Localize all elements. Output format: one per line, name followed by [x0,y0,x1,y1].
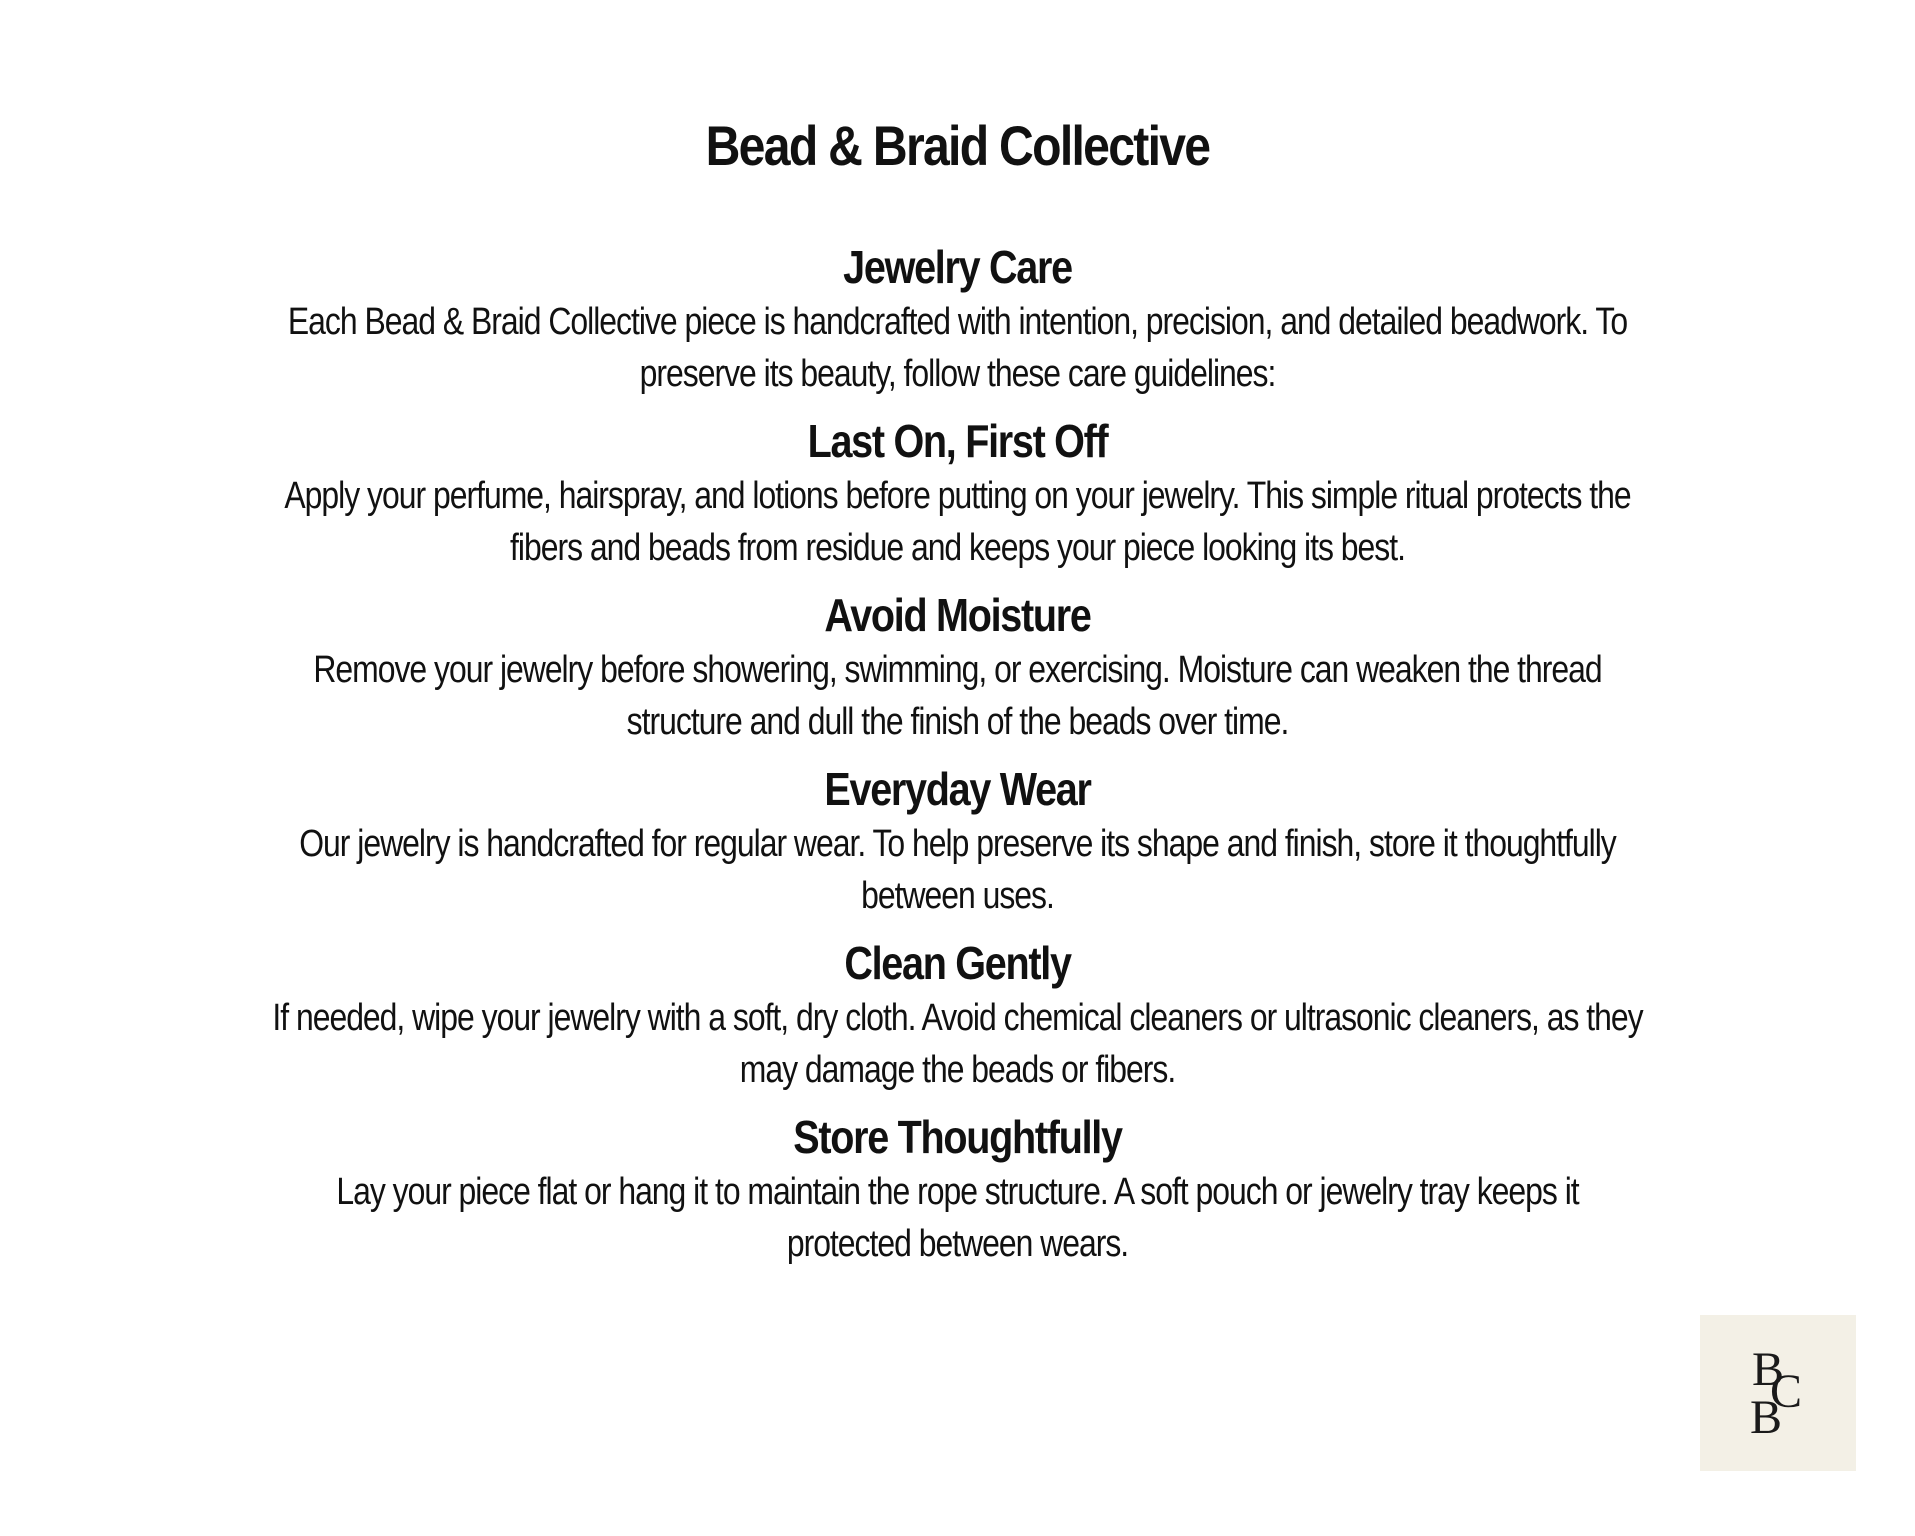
logo-letter-middle: C [1770,1365,1803,1418]
section-body: Remove your jewelry before showering, swimming, or exercising. Moisture can weaken the thread structure and dull the finish of the beads over time. [313,649,1602,743]
logo-letter-top: B [1752,1343,1785,1396]
section-heading: Everyday Wear [824,763,1091,815]
care-content [140,238,1775,1282]
section-heading: Store Thoughtfully [793,1111,1122,1163]
logo-badge [1700,1315,1856,1471]
section-heading: Last On, First Off [807,415,1108,467]
section-body: If needed, wipe your jewelry with a soft, dry cloth. Avoid chemical cleaners or ultrasonic cleaners, as they may damage the beads or fibers. [272,997,1643,1091]
section-store-thoughtfully [140,1108,1775,1270]
section-last-on-first-off [140,412,1775,574]
section-body: Lay your piece flat or hang it to maintain the rope structure. A soft pouch or jewelry tray keeps it protected between wears. [336,1171,1579,1265]
section-body: Apply your perfume, hairspray, and lotions before putting on your jewelry. This simple ritual protects the fibers and beads from residue and keeps your piece looking its best. [284,475,1631,569]
section-body: Our jewelry is handcrafted for regular wear. To help preserve its shape and finish, store it thoughtfully between uses. [299,823,1616,917]
section-everyday-wear [140,760,1775,922]
section-body: Each Bead & Braid Collective piece is handcrafted with intention, precision, and detailed beadwork. To preserve its beauty, follow these care guidelines: [287,301,1628,395]
section-clean-gently [140,934,1775,1096]
section-avoid-moisture [140,586,1775,748]
brand-title: Bead & Braid Collective [705,114,1210,177]
section-heading: Jewelry Care [843,241,1072,293]
section-heading: Clean Gently [844,937,1071,989]
section-heading: Avoid Moisture [824,589,1091,641]
section-jewelry-care [140,238,1775,400]
logo-letter-bottom: B [1750,1391,1783,1444]
bcb-monogram-icon [1700,1315,1856,1471]
